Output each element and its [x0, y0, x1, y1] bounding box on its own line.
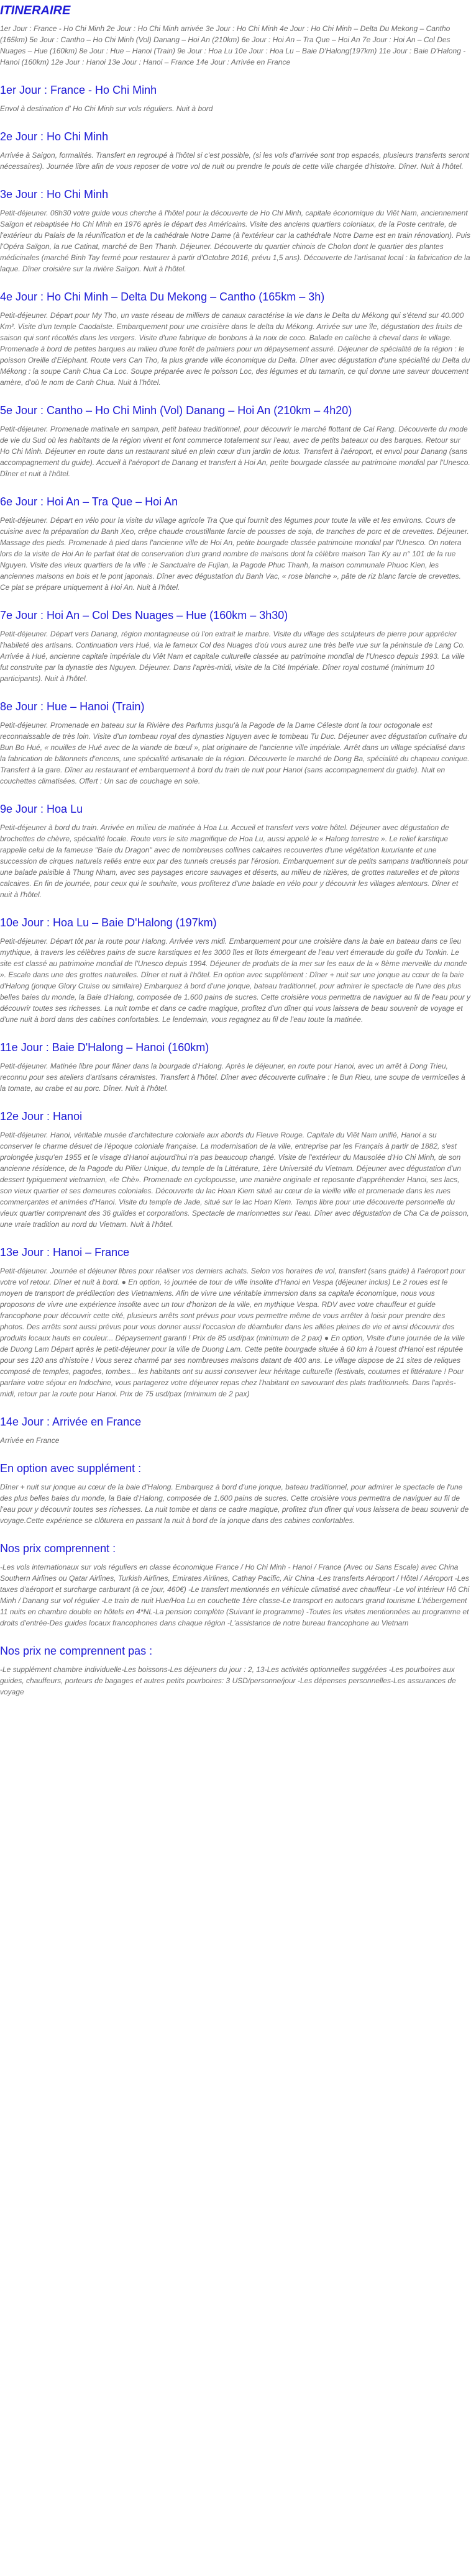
- section-heading: 14e Jour : Arrivée en France: [0, 1416, 142, 1428]
- itinerary-section: [0, 1246, 471, 1399]
- section-paragraph: Petit-déjeuner. Départ pour My Tho, un vaste réseau de milliers de canaux caractérise la vie dans le Delta du Mékong qui s'étend sur 40.000 Km². Visite d'un temple Caodaïste. Embarquement pour une croisière dans le delta du Mékong. Arrivée sur une île, dégustation des fruits de saison qui sont récoltés dans les vergers. Visite d'une fabrique de bonbons à la noix de coco. Balade en calèche à cheval dans le village. Promenade à bord de petites barques au milieu d'une forêt de palmiers pour un dépaysement assuré. Déjeuner de spécialité de la région : le poisson Oreille d'Eléphant. Route vers Can Tho, la plus grande ville économique du Delta. Dîner avec dégustation d'une spécialité du Delta du Mékong : la soupe Canh Chua Ca Loc. Soupe préparée avec le poisson Loc, des légumes et du tamarin, ce qui donne une saveur doucement amère, d'où le nom de Canh Chua. Nuit à l'hôtel.: [0, 311, 470, 387]
- section-paragraph: Arrivée en France: [0, 1436, 60, 1445]
- section-paragraph: Petit-déjeuner. Départ en vélo pour la visite du village agricole Tra Que qui fournit des légumes pour toute la ville et les environs. Cours de cuisine avec la préparation du Banh Xeo, crêpe chaude croustillante farcie de pousses de soja, de tranches de porc et de crevettes. Déjeuner. Massage des pieds. Promenade à pied dans l'ancienne ville de Hoi An, petite bourgade classée patrimoine mondial par l'Unesco. On notera lors de la visite de Hoi An le parfait état de conservation d'un grand nombre de maisons dont la célèbre maison Tan Ky au n° 101 de la rue Nguyen. Visite des vieux quartiers de la ville : le Sanctuaire de Fujian, la Pagode Phuc Thanh, la maison communale Phuoc Kien, les anciennes maisons en bois et le pont japonais. Dîner avec dégustation du Banh Vac, « rose blanche », pâte de riz blanc farcie de crevettes. Ce plat se prépare uniquement à Hoi An. Nuit à l'hôtel.: [0, 516, 469, 592]
- section-paragraph: Petit-déjeuner. 08h30 votre guide vous cherche à l'hôtel pour la découverte de Ho Chi Minh, capitale économique du Viêt Nam, anciennement Saïgon et rebaptisée Ho Chi Minh en 1976 après le départ des Américains. Visite des anciens quartiers coloniaux, de la Poste centrale, de l'extérieur du Palais de la réunification et de la cathédrale Notre Dame (à l'extérieur car la cathédrale Notre Dame est en train rénovation). Puis l'Opéra Saïgon, la rue Catinat, marché de Ben Thanh. Déjeuner. Découverte du quartier chinois de Cholon dont le quartier des plantes médicinales (marché Binh Tay fermé pour restaurer à partir d'Octobre 2016, prévu 1,5 ans). Découverte de l'artisanat local : la fabrication de la laque. Dîner croisière sur la rivière Saïgon. Nuit à l'hôtel.: [0, 209, 470, 273]
- section-heading: 10e Jour : Hoa Lu – Baie D'Halong (197km): [0, 916, 217, 929]
- section-paragraph: Arrivée à Saigon, formalités. Transfert en regroupé à l'hôtel si c'est possible, (si les vols d'arrivée sont trop espacés, plusieurs transferts seront nécessaires). Journée libre afin de vous reposer de votre vol de nuit ou prendre le pouls de cette ville chargée d'histoire. Dîner. Nuit à l'hôtel.: [0, 151, 469, 171]
- section-heading: 6e Jour : Hoi An – Tra Que – Hoi An: [0, 495, 178, 508]
- section-heading: 13e Jour : Hanoi – France: [0, 1246, 130, 1259]
- page-title: ITINERAIRE: [0, 4, 71, 17]
- itinerary-section: [0, 291, 471, 388]
- section-heading: 1er Jour : France - Ho Chi Minh: [0, 84, 157, 96]
- itinerary-section: [0, 916, 471, 1025]
- section-paragraph: Dîner + nuit sur jonque au cœur de la baie d'Halong. Embarquez à bord d'une jonque, bateau traditionnel, pour admirer le spectacle de l'une des plus belles baies du monde, la Baie d'Halong, composée de 1.600 pains de sucres. Cette croisière vous permettra de naviguer au fil de l'eau pour y découvrir toutes ses richesses. La nuit tombe et dans ce cadre magique, profitez d'un dîner qui vous laissera de beau souvenir de voyage.Cette expérience se clôturera en passant la nuit à bord de la jonque dans des cabines confortables.: [0, 1483, 469, 1525]
- itinerary-section: [0, 495, 471, 593]
- section-paragraph: Petit-déjeuner. Départ vers Danang, région montagneuse où l'on extrait le marbre. Visite du village des sculpteurs de pierre pour apprécier l'habileté des artisans. Continuation vers Hué, via le fameux Col des Nuages d'où vous aurez une très belle vue sur la péninsule de Lang Co. Arrivée à Hué, ancienne capitale impériale du Viêt Nam et capitale culturelle classée au patrimoine mondial de l'Unesco depuis 1993. La ville fut construite par la dynastie des Nguyen. Déjeuner. Dans l'après-midi, visite de la Cité Impériale. Dîner royal costumé (minimum 10 participants). Nuit à l'hôtel.: [0, 630, 465, 683]
- itinerary-summary: 1er Jour : France - Ho Chi Minh 2e Jour : Ho Chi Minh arrivée 3e Jour : Ho Chi Minh 4e Jour : Ho Chi Minh – Delta Du Mekong – Cantho (165km) 5e Jour : Cantho – Ho Chi Minh (Vol) Danang – Hoi An (210km) 6e Jour : Hoi An – Tra Que – Hoi An 7e Jour : Hoi An – Col Des Nuages – Hue (160km) 8e Jour : Hue – Hanoi (Train) 9e Jour : Hoa Lu 10e Jour : Hoa Lu – Baie D'Halong(197km) 11e Jour : Baie D'Halong - Hanoi (160km) 12e Jour : Hanoi 13e Jour : Hanoi – France 14e Jour : Arrivée en France: [0, 24, 466, 66]
- section-paragraph: Petit-déjeuner. Départ tôt par la route pour Halong. Arrivée vers midi. Embarquement pour une croisière dans la baie en bateau dans ce lieu mythique, à travers les célèbres pains de sucre karstiques et les 3000 îles et îlots émergeant de l'eau vert émeraude du golfe du Tonkin. Le site est classé au patrimoine mondial de l'Unesco depuis 1994. Déjeuner de produits de la mer sur les eaux de la « 8ème merveille du monde ». Escale dans une des grottes naturelles. Dîner et nuit à l'hôtel. En option avec supplément : Dîner + nuit sur une jonque au cœur de la baie d'Halong (jonque Glory Cruise ou similaire) Embarquez à bord d'une jonque, bateau traditionnel, pour admirer le spectacle de l'une des plus belles baies du monde, la Baie d'Halong, composée de 1.600 pains de sucres. Cette croisière vous permettra de naviguer au fil de l'eau pour y découvrir toutes ses richesses. La nuit tombe et dans ce cadre magique, profitez d'un dîner qui vous laissera de beau souvenir de voyage et d'une nuit à bord dans des cabines confortables. Le lendemain, vous regagnez au fil de l'eau toute la matinée.: [0, 937, 471, 1024]
- section-paragraph: -Les vols internationaux sur vols réguliers en classe économique France / Ho Chi Minh - Hanoi / France (Avec ou Sans Escale) avec China Southern Airlines ou Qatar Airlines, Turkish Airlines, Emirates Airlines, Cathay Pacific, Air China -Les transferts Aéroport / Hôtel / Aéroport -Les taxes d'aéroport et surcharge carburant (à ce jour, 460€) -Le transfert mentionnés en véhicule climatisé avec chauffeur -Le vol intérieur Hô Chi Minh / Danang sur vol régulier -Le train de nuit Hue/Hoa Lu en couchette 1ère classe-Le transport en autocars grand tourisme L'hébergement 11 nuits en chambre double en hôtels en 4*NL-La pension complète (Suivant le programme) -Toutes les visites mentionnées au programme et droits d'entrée-Des guides locaux francophones dans chaque région -L'assistance de notre bureau francophone au Vietnam: [0, 1563, 470, 1627]
- itinerary-section: [0, 1542, 471, 1629]
- section-paragraph: -Le supplément chambre individuelle-Les boissons-Les déjeuners du jour : 2, 13-Les activités optionnelles suggérées -Les pourboires aux guides, chauffeurs, porteurs de bagages et autres petits pourboires: 3 USD/personne/jour -Les dépenses personnelles-Les assurances de voyage: [0, 1665, 456, 1696]
- section-heading: 8e Jour : Hue – Hanoi (Train): [0, 700, 145, 713]
- section-heading: 9e Jour : Hoa Lu: [0, 803, 83, 815]
- section-paragraph: Petit-déjeuner. Hanoi, véritable musée d'architecture coloniale aux abords du Fleuve Rouge. Capitale du Viêt Nam unifié, Hanoi a su conserver le charme désuet de l'époque coloniale française. La modernisation de la ville, entreprise par les Français à partir de 1882, s'est prolongée jusqu'en 1955 et le visage d'Hanoi aujourd'hui n'a pas beaucoup changé. Visite de l'extérieur du Mausolée d'Ho Chi Minh, de son ancienne résidence, de la Pagode du Pilier Unique, du temple de la Littérature, 1ère Université du Vietnam. Déjeuner avec dégustation d'un dessert typiquement vietnamien, «le Chè». Promenade en cyclopousse, une manière originale et reposante d'appréhender Hanoi, ses lacs, son vieux quartier et ses demeures coloniales. Découverte du lac Hoan Kiem situé au cœur de la vieille ville et promenade dans les rues commerçantes et animées d'Hanoi. Visite du temple de Jade, situé sur le lac Hoan Kiem. Temps libre pour une découverte personnelle du vieux quartier comprenant des 36 guildes et corporations. Spectacle de marionnettes sur l'eau. Dîner avec dégustation de Cha Ca de poisson, une vraie tradition au nord du Vietnam. Nuit à l'hôtel.: [0, 1131, 469, 1229]
- itinerary-section: [0, 1041, 471, 1094]
- itinerary-section: [0, 1110, 471, 1230]
- section-paragraph: Envol à destination d' Ho Chi Minh sur vols réguliers. Nuit à bord: [0, 104, 213, 113]
- itinerary-section: [0, 84, 471, 114]
- section-heading: 4e Jour : Ho Chi Minh – Delta Du Mekong – Cantho (165km – 3h): [0, 291, 325, 303]
- section-heading: 2e Jour : Ho Chi Minh: [0, 130, 109, 143]
- section-paragraph: Petit-déjeuner. Matinée libre pour flâner dans la bourgade d'Halong. Après le déjeuner, en route pour Hanoi, avec un arrêt à Dong Trieu, reconnu pour ses ateliers d'artisans céramistes. Transfert à l'hôtel. Dîner avec découverte culinaire : le Bun Rieu, une soupe de vermicelles à la tomate, au crabe et au porc. Dîner. Nuit à l'hôtel.: [0, 1062, 465, 1093]
- itinerary-sections: [0, 84, 471, 1697]
- section-paragraph: Petit-déjeuner à bord du train. Arrivée en milieu de matinée à Hoa Lu. Accueil et transfert vers votre hôtel. Déjeuner avec dégustation de brochettes de chèvre, spécialité locale. Route vers le site magnifique de Hoa Lu, aussi appelé le « Halong terrestre ». Le relief karstique rappelle celui de la fameuse "Baie du Dragon" avec de nombreuses collines calcaires recouvertes d'une végétation luxuriante et une succession de cirques naturels reliés entre eux par des tunnels creusés par l'érosion. Embarquement sur de petits sampans traditionnels pour une balade paisible à Thung Nham, avec ses paysages encore sauvages et déserts, au milieu de rizières, de grottes naturelles et de pitons calcaires. En fin de journée, pour ceux qui le souhaite, vous profiterez d'une balade en vélo pour y découvrir les villages alentours. Dîner et nuit à l'hôtel.: [0, 823, 469, 899]
- section-heading: Nos prix comprennent :: [0, 1542, 116, 1555]
- section-heading: 11e Jour : Baie D'Halong – Hanoi (160km): [0, 1041, 209, 1054]
- itinerary-section: [0, 700, 471, 787]
- itinerary-section: [0, 1462, 471, 1526]
- itinerary-section: [0, 1416, 471, 1446]
- section-heading: En option avec supplément :: [0, 1462, 142, 1475]
- itinerary-section: [0, 803, 471, 900]
- section-heading: 5e Jour : Cantho – Ho Chi Minh (Vol) Danang – Hoi An (210km – 4h20): [0, 404, 352, 417]
- section-paragraph: Petit-déjeuner. Promenade matinale en sampan, petit bateau traditionnel, pour découvrir le marché flottant de Cai Rang. Découverte du mode de vie du Sud où les habitants de la région vivent et font commerce totalement sur l'eau, avec de petits bateaux ou des barques. Retour sur Ho Chi Minh. Déjeuner en route dans un restaurant situé en plein cœur d'un jardin de lotus. Transfert à l'aéroport, et envol pour Danang (sans accompagnement du guide). Accueil à l'aéroport de Danang et transfert à Hoi An, petite bourgade classée au patrimoine mondial par l'Unesco. Dîner et nuit à l'hôtel.: [0, 425, 470, 478]
- section-heading: 7e Jour : Hoi An – Col Des Nuages – Hue (160km – 3h30): [0, 609, 288, 621]
- itinerary-section: [0, 188, 471, 274]
- section-paragraph: Petit-déjeuner. Promenade en bateau sur la Rivière des Parfums jusqu'à la Pagode de la Dame Céleste dont la tour octogonale est reconnaissable de très loin. Visite d'un tombeau royal des dynasties Nguyen avec le tombeau Tu Duc. Déjeuner avec dégustation culinaire du Bun Bo Hué, « nouilles de Hué avec de la viande de bœuf », plat originaire de l'ancienne ville impériale. Arrêt dans un village spécialisé dans la fabrication de bâtonnets d'encens, une spécialité artisanale de la région. Découverte le marché de Dong Ba, spécialité du chapeau conique. Transfert à la gare. Dîner au restaurant et embarquement à bord du train de nuit pour Hanoi (sans accompagnement du guide). Nuit en couchettes climatisées. Offert : Un sac de couchage en soie.: [0, 721, 470, 785]
- section-paragraph: Petit-déjeuner. Journée et déjeuner libres pour réaliser vos derniers achats. Selon vos horaires de vol, transfert (sans guide) à l'aéroport pour votre vol retour. Dîner et nuit à bord. ● En option, ½ journée de tour de ville insolite d'Hanoi en Vespa (déjeuner inclus) Le 2 roues est le moyen de transport de prédilection des Vietnamiens. Afin de vivre une véritable immersion dans sa capitale économique, nous vous proposons de vivre une expérience insolite avec un tour d'horizon de la ville, en mythique Vespa. RDV avec votre chauffeur et guide francophone pour découvrir cette cité, plusieurs arrêts sont prévus pour vous permettre même de vous arrêter à loisir pour prendre des photos. Des arrêts sont aussi prévus pour vous donner aussi l'occasion de déambuler dans les allées pleines de vie et ainsi découvrir des produits locaux hauts en couleur... Dépaysement garanti ! Prix de 85 usd/pax (minimum de 2 pax) ● En option, Visite d'une journée de la ville de Duong Lam Départ après le petit-déjeuner pour la ville de Duong Lam. Cette petite bourgade située à 60 km à l'ouest d'Hanoi est réputée pour ses 120 ans d'histoire ! Vous serez charmé par ses nombreuses maisons datant de 400 ans. Le village dispose de 21 sites de reliques composé de temples, pagodes, tombes... les habitants ont su aussi conserver leur héritage culturelle (festivals, coutumes et littérature ! Pour parfaire votre séjour en Indochine, vous partagerez votre déjeuner repas chez l'habitant en savourant des plats traditionnels. Dans l'après-midi, retour par la route pour Hanoi. Prix de 75 usd/pax (minimum de 2 pax): [0, 1267, 465, 1398]
- itinerary-section: [0, 1645, 471, 1697]
- itinerary-section: [0, 609, 471, 684]
- itinerary-section: [0, 404, 471, 479]
- itinerary-section: [0, 130, 471, 172]
- section-heading: 12e Jour : Hanoi: [0, 1110, 83, 1123]
- section-heading: 3e Jour : Ho Chi Minh: [0, 188, 109, 201]
- section-heading: Nos prix ne comprennent pas :: [0, 1645, 153, 1657]
